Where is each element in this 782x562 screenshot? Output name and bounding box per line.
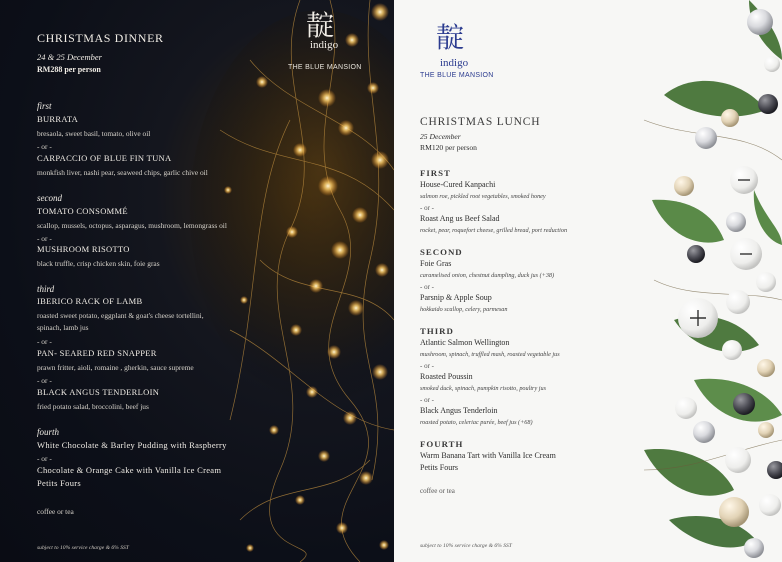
lunch-dish-desc: salmon roe, pickled root vegetables, smoked honey — [420, 193, 546, 200]
lunch-course-first: FIRST — [420, 168, 451, 178]
lunch-course-second: SECOND — [420, 247, 463, 257]
dinner-logo-char: 靛 — [306, 9, 335, 42]
lunch-or: - or - — [420, 396, 434, 404]
dinner-dish: CARPACCIO OF BLUE FIN TUNA — [37, 153, 172, 163]
dinner-dish: BLACK ANGUS TENDERLOIN — [37, 387, 160, 397]
lunch-dish: House-Cured Kanpachi — [420, 180, 496, 189]
lunch-dish: Warm Banana Tart with Vanilla Ice Cream — [420, 451, 556, 460]
dinner-dish-desc: black truffle, crisp chicken skin, foie gras — [37, 259, 160, 268]
dinner-dish-desc: fried potato salad, broccolini, beef jus — [37, 402, 149, 411]
dinner-dish: IBERICO RACK OF LAMB — [37, 296, 143, 306]
lunch-dish-desc: hokkaido scallop, celery, parmesan — [420, 306, 508, 313]
dinner-service-note: subject to 10% service charge & 6% SST — [37, 545, 129, 551]
lunch-or: - or - — [420, 362, 434, 370]
lunch-price: RM120 per person — [420, 143, 477, 152]
dinner-course-first: first — [37, 101, 52, 111]
dinner-coffee: coffee or tea — [37, 507, 74, 516]
dinner-dish: BURRATA — [37, 114, 79, 124]
dinner-or: - or - — [37, 376, 52, 385]
dinner-dish-desc: prawn fritter, aioli, romaine , gherkin, sauce supreme — [37, 363, 194, 372]
dinner-or: - or - — [37, 454, 52, 463]
dinner-price: RM288 per person — [37, 65, 101, 74]
lunch-title: CHRISTMAS LUNCH — [420, 116, 541, 128]
dinner-dish: Chocolate & Orange Cake with Vanilla Ice Cream — [37, 465, 222, 475]
dinner-or: - or - — [37, 234, 52, 243]
lunch-logo-char: 靛 — [436, 21, 465, 54]
lunch-menu-panel — [394, 0, 782, 562]
dinner-or: - or - — [37, 142, 52, 151]
lunch-dish: Atlantic Salmon Wellington — [420, 338, 510, 347]
lunch-dish: Roast Ang us Beef Salad — [420, 214, 500, 223]
dinner-dates: 24 & 25 December — [37, 52, 102, 62]
dinner-title: CHRISTMAS DINNER — [37, 31, 164, 45]
dinner-dish: PAN- SEARED RED SNAPPER — [37, 348, 157, 358]
lunch-coffee: coffee or tea — [420, 487, 455, 495]
dinner-dish-desc: bresaola, sweet basil, tomato, olive oil — [37, 129, 151, 138]
dinner-course-third: third — [37, 284, 55, 294]
lunch-course-fourth: FOURTH — [420, 439, 464, 449]
lunch-course-third: THIRD — [420, 326, 454, 336]
lunch-dish: Parsnip & Apple Soup — [420, 293, 492, 302]
dinner-course-fourth: fourth — [37, 427, 60, 437]
dinner-dish-desc: spinach, lamb jus — [37, 323, 89, 332]
lunch-dish-desc: roasted potato, celeriac purée, beef jus (+68) — [420, 419, 533, 426]
dinner-dish: MUSHROOM RISOTTO — [37, 244, 130, 254]
dinner-petits-fours: Petits Fours — [37, 478, 81, 488]
lunch-service-note: subject to 10% service charge & 6% SST — [420, 543, 512, 549]
dinner-logo-word: indigo — [310, 39, 339, 51]
lunch-dish-desc: mushroom, spinach, truffled mash, roasted vegetable jus — [420, 351, 560, 358]
dinner-dish: TOMATO CONSOMMÉ — [37, 206, 128, 216]
lunch-dish-desc: smoked duck, spinach, pumpkin risotto, poultry jus — [420, 385, 546, 392]
ornament-baubles-decoration — [394, 0, 782, 562]
lunch-dish: Roasted Poussin — [420, 372, 473, 381]
dinner-dish-desc: monkfish liver, nashi pear, seaweed chips, garlic chive oil — [37, 168, 208, 177]
dinner-dish: White Chocolate & Barley Pudding with Raspberry — [37, 440, 227, 450]
lunch-dish-desc: rocket, pear, roquefort cheese, grilled bread, port reduction — [420, 227, 568, 234]
dinner-dish-desc: scallop, mussels, octopus, asparagus, mushroom, lemongrass oil — [37, 221, 227, 230]
lunch-dish: Foie Gras — [420, 259, 452, 268]
dinner-logo-tagline: THE BLUE MANSION — [288, 64, 362, 71]
dinner-course-second: second — [37, 193, 62, 203]
lunch-dish-desc: caramelised onion, chestnut dumpling, duck jus (+38) — [420, 272, 555, 279]
lunch-dish: Petits Fours — [420, 463, 459, 472]
lunch-dish: Black Angus Tenderloin — [420, 406, 498, 415]
dinner-or: - or - — [37, 337, 52, 346]
lunch-logo-tagline: THE BLUE MANSION — [420, 72, 494, 79]
lunch-dates: 25 December — [420, 132, 461, 141]
lunch-or: - or - — [420, 204, 434, 212]
lunch-or: - or - — [420, 283, 434, 291]
dinner-dish-desc: roasted sweet potato, eggplant & goat's cheese tortellini, — [37, 311, 204, 320]
lunch-logo-word: indigo — [440, 57, 469, 69]
